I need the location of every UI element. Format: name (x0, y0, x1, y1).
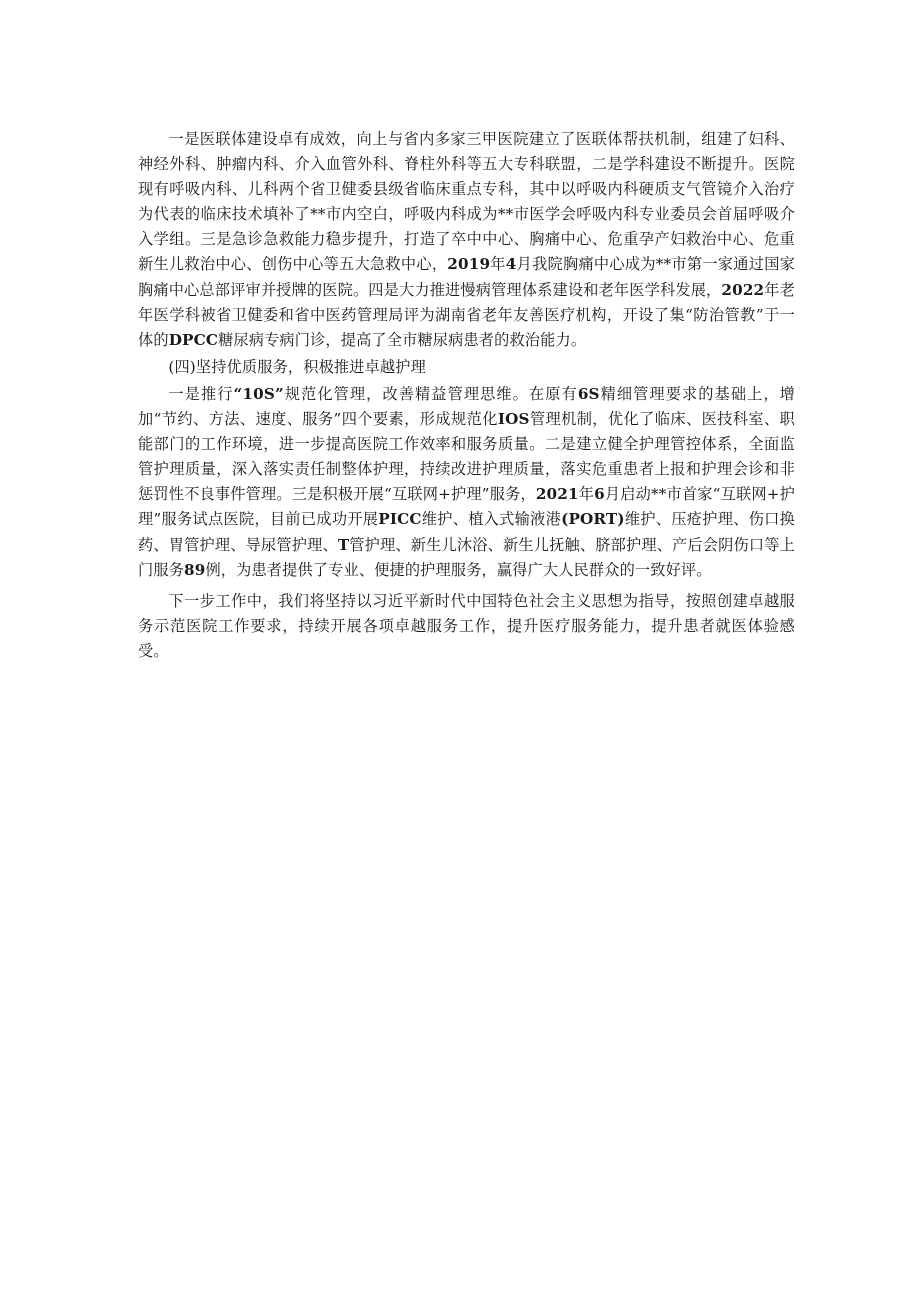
text-segment: 年 (578, 485, 595, 504)
text-segment: 一是医联体建设卓有成效，向上与省内多家三甲医院建立了医联体帮扶机制，组建了妇科、神经外科、肿瘤内科、介入血管外科、脊柱外科等五大专科联盟，二是学科建设不断提升。医院现有呼吸内科、儿科两个省卫健委县级省临床重点专科，其中以呼吸内科硬质支气管镜介入治疗为代表的临床技术填补了**市内空白，呼吸内科成为**市医学会呼吸内科专业委员会首届呼吸介入学组。三是急诊急救能力稳步提升，打造了卒中中心、胸痛中心、危重孕产妇救治中心、危重新生儿救治中心、创伤中心等五大急救中心， (138, 130, 795, 274)
text-segment: 管理机制，优化了临床、医技科室、职能部门的工作环境，进一步提高医院工作效率和服务质量。二是建立健全护理管控体系，全面监管护理质量，深入落实责任制整体护理，持续改进护理质量，落实危重患者上报和护理会诊和非惩罚性不良事件管理。三是积极开展“互联网+护理”服务， (138, 410, 795, 504)
text-segment: 规范化管理，改善精益管理思维。在原有 (283, 384, 578, 403)
bold-text-segment: 89 (184, 560, 206, 579)
text-segment: 精细管理要求的基础上，增加“节约、方法、速度、服务”四个要素，形成规范化 (138, 384, 795, 429)
text-segment: 月我院胸痛中心成为**市第一家通过国家胸痛中心总部评审并授牌的医院。四是大力推进慢病管理体系建设和老年医学科发展， (138, 255, 795, 299)
text-segment: 例，为患者提供了专业、便捷的护理服务，赢得广大人民群众的一致好评。 (205, 560, 712, 579)
text-segment: 糖尿病专病门诊，提高了全市糖尿病患者的救治能力。 (218, 330, 587, 349)
paragraph-medical-alliance (138, 127, 795, 353)
text-segment: 维护、植入式输液港 (421, 510, 562, 529)
bold-text-segment: 2019 (447, 255, 491, 274)
bold-text-segment: PICC (378, 510, 422, 529)
text-segment: 维护、压疮护理、伤口换药、胃管护理、导尿管护理、 (138, 510, 795, 554)
bold-text-segment: (PORT) (561, 510, 625, 529)
bold-text-segment: 2021 (535, 485, 579, 504)
bold-text-segment: 6 (594, 485, 605, 504)
text-segment: 管护理、新生儿沐浴、新生儿抚触、脐部护理、产后会阴伤口等上门服务 (138, 535, 795, 579)
bold-text-segment: 2022 (721, 280, 765, 299)
text-segment: 年 (490, 255, 506, 274)
bold-text-segment: IOS (497, 410, 530, 429)
text-segment: 一是推行 (168, 384, 234, 403)
text-segment: 年老年医学科被省卫健委和省中医药管理局评为湖南省老年友善医疗机构，开设了集“防治管教”于一体的 (138, 280, 795, 349)
section-heading-four: (四)坚持优质服务，积极推进卓越护理 (168, 357, 426, 376)
text-segment: 月启动**市首家“互联网+护理”服务试点医院，目前已成功开展 (138, 485, 795, 529)
paragraph-nursing-service (138, 382, 795, 583)
document-body (138, 127, 795, 664)
bold-text-segment: 4 (505, 255, 517, 274)
bold-text-segment: DPCC (168, 330, 219, 349)
paragraph-next-steps: 下一步工作中，我们将坚持以习近平新时代中国特色社会主义思想为指导，按照创建卓越服务示范医院工作要求，持续开展各项卓越服务工作，提升医疗服务能力，提升患者就医体验感受。 (138, 591, 795, 660)
bold-text-segment: 6S (577, 384, 600, 403)
bold-text-segment: T (337, 535, 350, 554)
bold-text-segment: “10S” (233, 384, 284, 403)
